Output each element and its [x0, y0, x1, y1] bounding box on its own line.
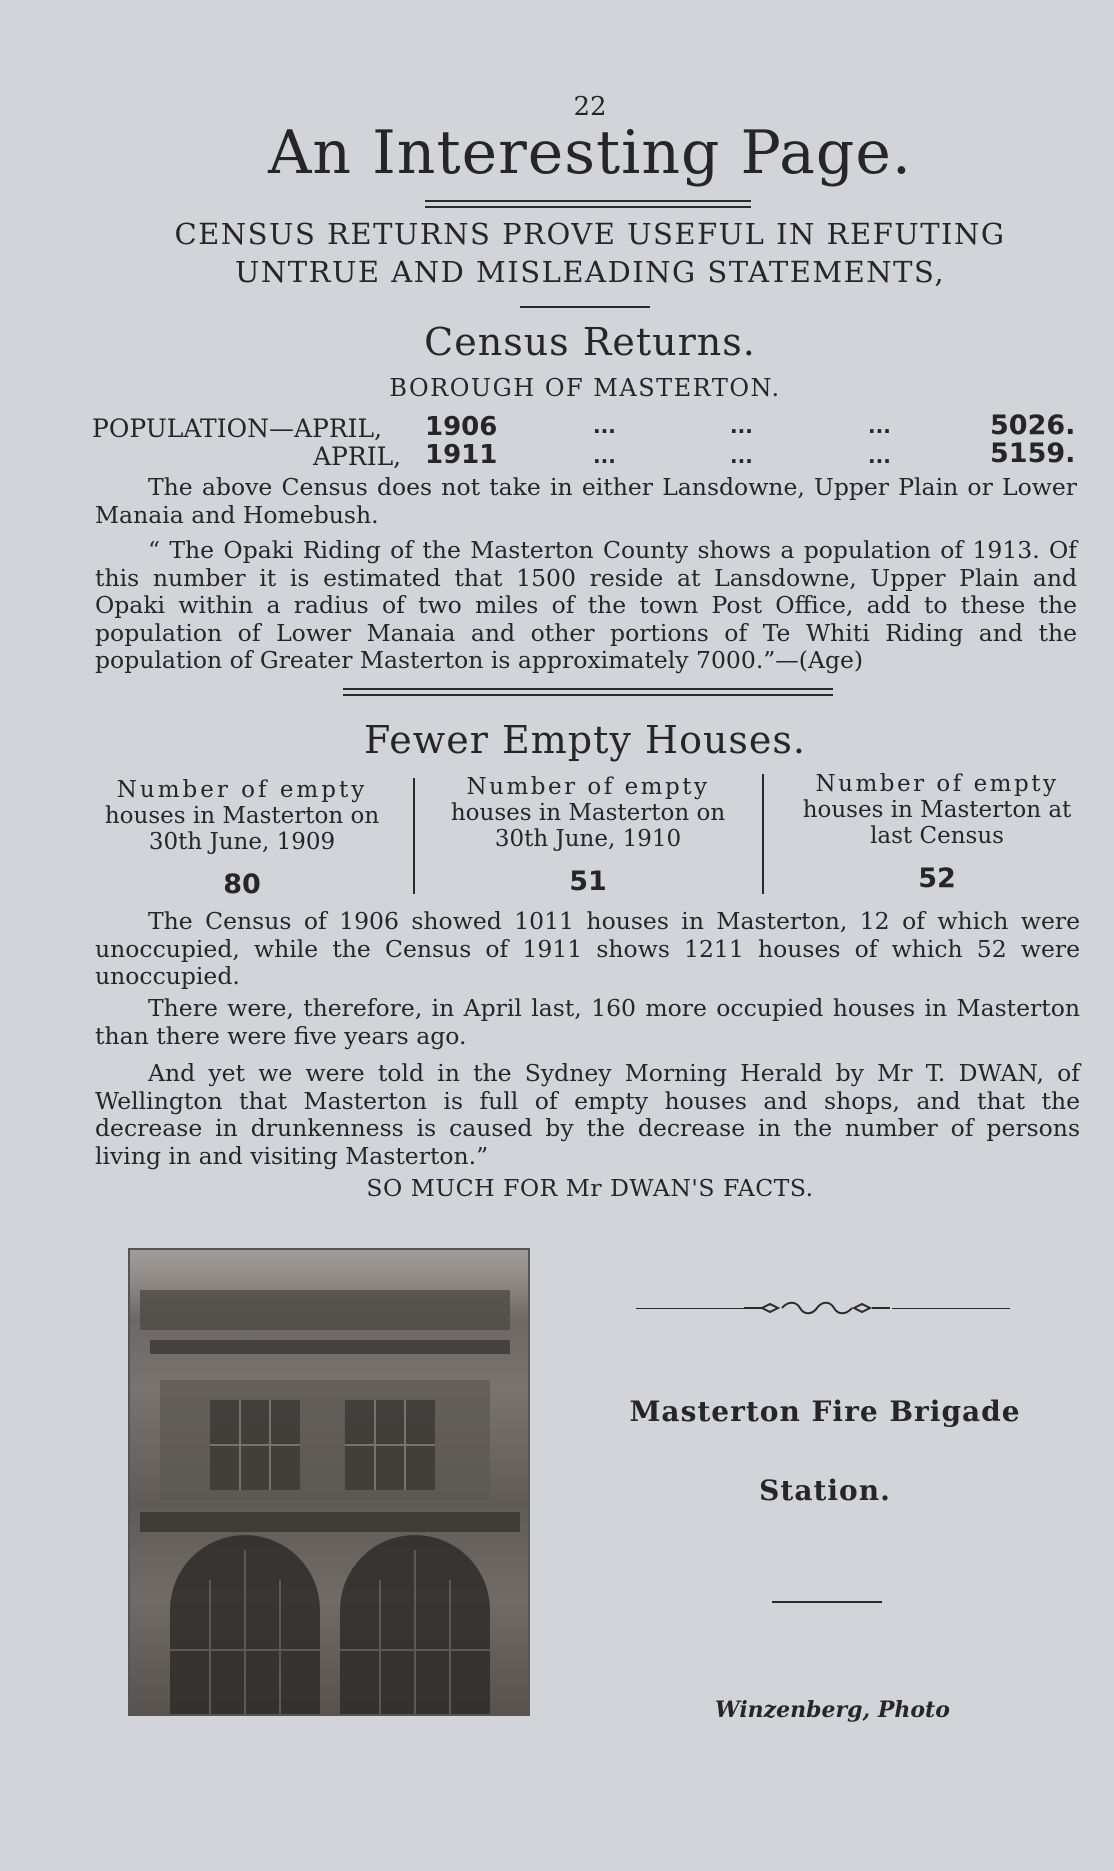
column-text: 30th June, 1909	[148, 829, 336, 855]
caption-rule	[772, 1601, 882, 1603]
photo-caption-line-2: Station.	[759, 1474, 891, 1507]
conclusion-line: SO MUCH FOR Mr DWAN'S FACTS.	[366, 1174, 814, 1202]
column-divider	[762, 774, 764, 894]
page-title: An Interesting Page.	[268, 118, 912, 188]
title-double-rule	[425, 200, 751, 208]
subtitle-line-2: UNTRUE AND MISLEADING STATEMENTS,	[234, 255, 946, 289]
column-text: Number of empty	[116, 777, 368, 803]
empty-houses-census-value: 52	[918, 863, 956, 894]
leader-dots: ...	[730, 414, 753, 438]
year-1911: 1911	[425, 440, 498, 470]
column-divider	[413, 778, 415, 894]
ornament-rule-right	[892, 1308, 1010, 1309]
column-text: last Census	[870, 823, 1004, 849]
leader-dots: ...	[730, 444, 753, 468]
leader-dots: ...	[868, 444, 891, 468]
ornament-flourish-icon	[742, 1298, 892, 1318]
houses-paragraph-2: There were, therefore, in April last, 160 more occupied houses in Masterton than there were five years ago.	[95, 994, 1080, 1050]
houses-column-1	[92, 777, 392, 900]
fire-station-photo	[128, 1248, 530, 1716]
borough-label: BOROUGH OF MASTERTON.	[389, 374, 781, 402]
photo-caption-line-1: Masterton Fire Brigade	[629, 1395, 1021, 1428]
population-label: POPULATION—APRIL,	[92, 414, 383, 443]
subtitle-rule	[520, 306, 650, 308]
column-text: 30th June, 1910	[494, 826, 682, 852]
empty-houses-1909-value: 80	[223, 869, 261, 900]
section-double-rule	[343, 688, 833, 696]
column-text: houses in Masterton on	[450, 800, 726, 826]
population-1911-value: 5159.	[990, 438, 1076, 469]
column-text: houses in Masterton on	[104, 803, 380, 829]
column-text: houses in Masterton at	[802, 797, 1072, 823]
column-text: Number of empty	[815, 771, 1059, 797]
population-1906-value: 5026.	[990, 410, 1076, 441]
census-paragraph-2: “ The Opaki Riding of the Masterton County shows a population of 1913. Of this number it is estimated that 1500 reside at Lansdowne, Upper Plain and Opaki within a radius of two miles of the town Post Office, add to these the population of Lower Manaia and other portions of Te Whiti Riding and the population of Greater Masterton is approximately 7000.”—(Age)	[95, 536, 1077, 674]
leader-dots: ...	[593, 414, 616, 438]
ornament-rule-left	[636, 1308, 746, 1309]
empty-houses-1910-value: 51	[569, 866, 607, 897]
column-text: Number of empty	[466, 774, 710, 800]
houses-paragraph-1: The Census of 1906 showed 1011 houses in Masterton, 12 of which were unoccupied, while the Census of 1911 shows 1211 houses of which 52 were unoccupied.	[95, 907, 1080, 990]
page-number: 22	[573, 92, 607, 122]
photo-credit: Winzenberg, Photo	[715, 1697, 950, 1723]
leader-dots: ...	[593, 444, 616, 468]
fire-station-illustration	[130, 1250, 528, 1714]
april-label: APRIL,	[313, 442, 402, 471]
leader-dots: ...	[868, 414, 891, 438]
houses-column-2	[438, 774, 738, 897]
houses-paragraph-3: And yet we were told in the Sydney Morning Herald by Mr T. DWAN, of Wellington that Masterton is full of empty houses and shops, and that the decrease in drunkenness is caused by the decrease in the number of persons living in and visiting Masterton.”	[95, 1059, 1080, 1170]
houses-heading: Fewer Empty Houses.	[363, 718, 806, 762]
year-1906: 1906	[425, 412, 498, 442]
subtitle-line-1: CENSUS RETURNS PROVE USEFUL IN REFUTING	[174, 217, 1006, 251]
census-heading: Census Returns.	[424, 320, 756, 364]
census-paragraph-1: The above Census does not take in either Lansdowne, Upper Plain or Lower Manaia and Homebush.	[95, 473, 1077, 529]
subtitle	[100, 215, 1080, 291]
houses-column-3	[787, 771, 1087, 894]
